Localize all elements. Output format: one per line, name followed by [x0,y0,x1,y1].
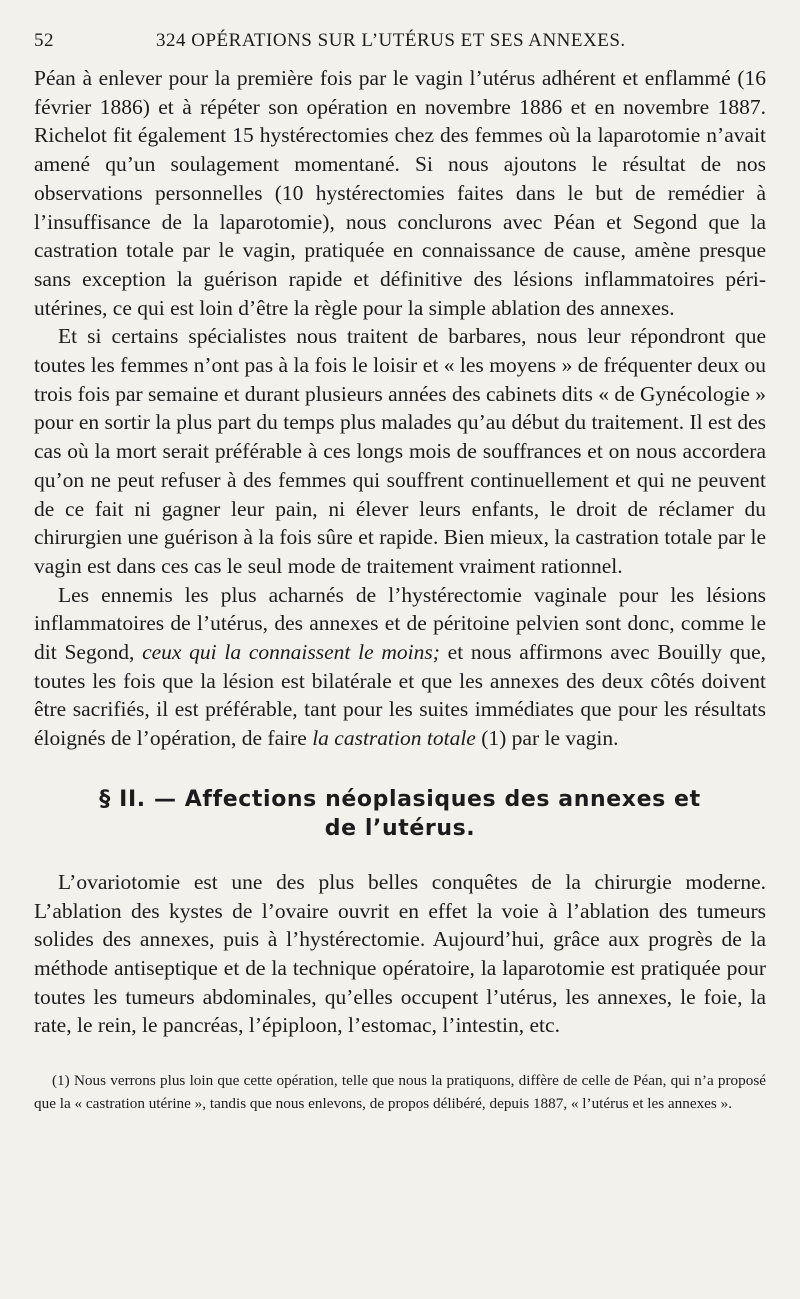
paragraph-3 [34,581,766,753]
section-heading-line-2: de l’utérus. [324,815,476,841]
paragraph-3-text-a: Les ennemis les plus acharnés de l’hystérectomie vaginale pour les lésions inflammatoires de l’utérus, des annexes et de péritoine pelvien sont donc, comme le dit Segond, [34,582,766,665]
paragraph-4: L’ovariotomie est une des plus belles conquêtes de la chirurgie moderne. L’ablation des kystes de l’ovaire ouvrit en effet la voie à l’ablation des tumeurs solides des annexes, puis à l’hystérectomie. Aujourd’hui, grâce aux progrès de la méthode antiseptique et de la technique opératoire, la laparotomie est pratiquée pour toutes les tumeurs abdominales, qu’elles occupent l’utérus, les annexes, le foie, la rate, le rein, le pancréas, l’épiploon, l’estomac, l’intestin, etc. [34,869,766,1038]
section-heading [34,785,766,843]
paragraph-3-text-b: et nous affirmons avec Bouilly que, toutes les fois que la lésion est bilatérale et que les annexes des deux côtés doivent être sacrifiés, il est préférable, tant pour les suites immédiates que pour les résultats éloignés de l’opération, de faire [34,640,766,751]
paragraph-1: Péan à enlever pour la première fois par le vagin l’utérus adhérent et enflammé (16 février 1886) et à répéter son opération en novembre 1886 et en novembre 1887. Richelot fit également 15 hystérectomies chez des femmes où la laparotomie n’avait amené qu’un soulagement momentané. Si nous ajoutons le résultat de nos observations personnelles (10 hystérectomies faites dans le but de remédier à l’insuffisance de la laparotomie), nous conclurons avec Péan et Segond que la castration totale par le vagin, pratiquée en connaissance de cause, amène presque sans exception la guérison rapide et définitive des lésions inflammatoires péri-utérines, ce qui est loin d’être la règle pour la simple ablation des annexes. [34,66,766,320]
running-title: 324 OPÉRATIONS SUR L’UTÉRUS ET SES ANNEXES. [156,30,626,51]
footnote: (1) Nous verrons plus loin que cette opération, telle que nous la pratiquons, diffère de celle de Péan, qui n’a proposé que la « castration utérine », tandis que nous enlevons, de propos délibéré, depuis 1887, « l’utérus et les annexes ». [34,1072,766,1112]
running-header [34,30,766,64]
section-heading-line-1: § II. — Affections néoplasiques des annexes et [99,786,701,812]
paragraph-3-text-c: (1) par le vagin. [475,726,619,751]
paragraph-3-italic-quote: ceux qui la connaissent le moins; [142,640,440,665]
page-number: 52 [34,30,54,51]
paragraph-3-italic-term: la castration totale [312,726,476,751]
paragraph-2: Et si certains spécialistes nous traitent de barbares, nous leur répondront que toutes les femmes n’ont pas à la fois le loisir et « les moyens » de fréquenter deux ou trois fois par semaine et durant plusieurs années des cabinets dits « de Gynécologie » pour en sortir la plus part du temps plus malades qu’au début du traitement. Il est des cas où la mort serait préférable à ces longs mois de souffrances et on nous accordera qu’on ne peut refuser à des femmes qui souffrent continuellement et qui ne peuvent de ce fait ni gagner leur pain, ni élever leurs enfants, le droit de réclamer du chirurgien une guérison à la fois sûre et rapide. Bien mieux, la castration totale par le vagin est dans ces cas le seul mode de traitement vraiment rationnel. [34,324,766,578]
